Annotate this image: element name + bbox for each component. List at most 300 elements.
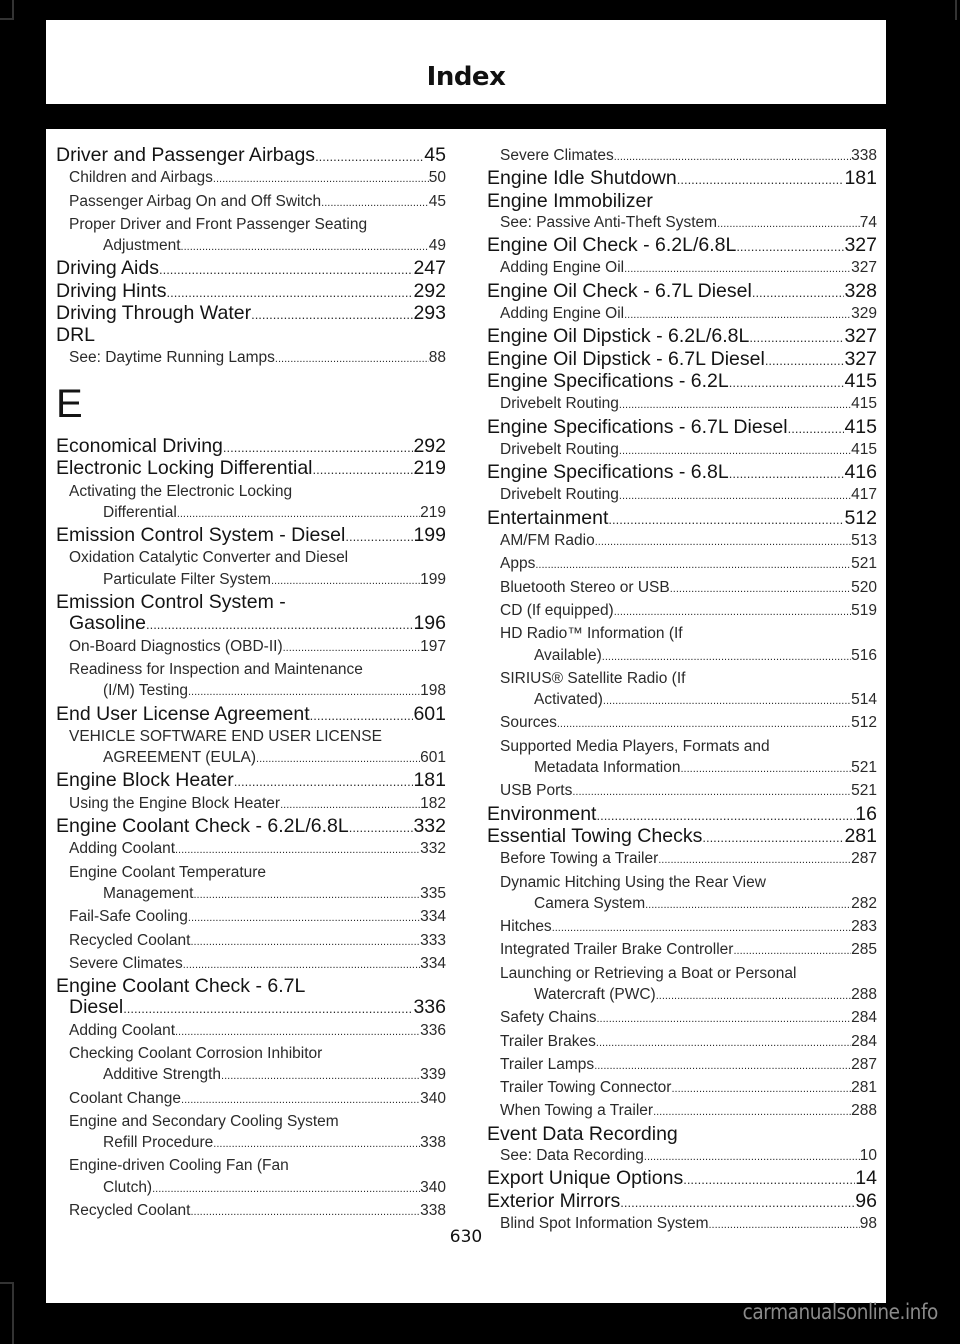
entry-title: Engine Specifications - 6.7L Diesel — [487, 415, 788, 438]
dot-leader — [736, 236, 844, 257]
entry-title: Adding Engine Oil — [500, 305, 625, 323]
page-reference[interactable]: 340 — [420, 1089, 446, 1107]
page-reference[interactable]: 285 — [851, 941, 877, 959]
entry-title: Drivebelt Routing — [500, 395, 619, 413]
page-reference[interactable]: 521 — [851, 555, 877, 573]
page-reference[interactable]: 98 — [859, 1214, 877, 1232]
index-entry[interactable] — [487, 1168, 877, 1190]
index-subentry[interactable] — [56, 347, 446, 370]
entry-title: Adding Coolant — [69, 1021, 175, 1039]
index-subentry[interactable] — [56, 191, 446, 214]
page-reference[interactable]: 339 — [420, 1066, 446, 1084]
index-subentry[interactable] — [56, 659, 446, 704]
page-reference[interactable]: 328 — [844, 279, 877, 302]
index-subentry[interactable] — [487, 257, 877, 280]
index-subentry[interactable] — [56, 862, 446, 907]
dot-leader — [624, 305, 851, 326]
entry-title: SIRIUS® Satellite Radio (If — [500, 669, 686, 687]
page-reference[interactable]: 516 — [851, 646, 877, 664]
page-reference[interactable]: 284 — [851, 1009, 877, 1027]
index-subentry[interactable] — [56, 930, 446, 953]
page-reference[interactable]: 288 — [851, 1102, 877, 1120]
index-entry[interactable] — [487, 349, 877, 371]
entry-title: Engine Block Heater — [56, 769, 234, 792]
index-subentry[interactable] — [56, 953, 446, 976]
entry-title: Severe Climates — [500, 147, 614, 164]
entry-title: DRL — [56, 324, 96, 347]
index-subentry[interactable] — [56, 1043, 446, 1088]
dot-leader — [345, 526, 413, 547]
page-reference[interactable]: 282 — [851, 894, 877, 912]
page-reference[interactable]: 334 — [420, 908, 446, 926]
page-reference[interactable]: 513 — [851, 532, 877, 550]
dot-leader — [223, 437, 414, 458]
dot-leader — [658, 850, 851, 871]
entry-title: Available) — [534, 646, 602, 664]
dot-leader — [572, 782, 851, 803]
entry-title: Severe Climates — [69, 954, 183, 972]
index-entry[interactable] — [487, 191, 877, 212]
page-reference[interactable]: 338 — [851, 147, 877, 164]
index-subentry[interactable] — [487, 553, 877, 576]
page-reference[interactable]: 288 — [851, 985, 877, 1003]
entry-title: Adding Engine Oil — [500, 259, 625, 277]
page-reference[interactable]: 196 — [413, 612, 446, 635]
page-reference[interactable]: 287 — [851, 850, 877, 868]
page-reference[interactable]: 512 — [844, 506, 877, 529]
entry-title: Bluetooth Stereo or USB — [500, 578, 670, 596]
entry-title: Trailer Lamps — [500, 1055, 595, 1073]
entry-title: Oxidation Catalytic Converter and Diesel — [69, 549, 349, 567]
page-reference[interactable]: 181 — [413, 769, 446, 792]
index-entry[interactable] — [487, 804, 877, 826]
entry-title: Trailer Towing Connector — [500, 1079, 672, 1097]
page-reference[interactable]: 219 — [413, 457, 446, 480]
entry-title: Activated) — [534, 691, 603, 709]
entry-title: Emission Control System - — [56, 591, 286, 614]
page-header — [46, 20, 886, 104]
index-subentry[interactable] — [56, 481, 446, 526]
entry-title: (I/M) Testing — [103, 682, 188, 700]
index-subentry[interactable] — [487, 1031, 877, 1054]
page-reference[interactable]: 338 — [420, 1202, 446, 1220]
entry-title: AM/FM Radio — [500, 532, 595, 550]
dot-leader — [123, 998, 413, 1019]
page-reference[interactable]: 520 — [851, 578, 877, 596]
index-entry[interactable] — [487, 281, 877, 303]
dot-leader — [190, 932, 420, 953]
entry-title: Passenger Airbag On and Off Switch — [69, 192, 322, 210]
dot-leader — [670, 579, 851, 600]
index-subentry[interactable] — [56, 636, 446, 659]
page-reference[interactable]: 327 — [844, 234, 877, 257]
entry-title: Children and Airbags — [69, 169, 213, 187]
index-subentry[interactable] — [56, 1020, 446, 1043]
index-subentry[interactable] — [487, 1054, 877, 1077]
index-entry[interactable] — [487, 1191, 877, 1213]
dot-leader — [624, 259, 851, 280]
dot-leader — [193, 885, 420, 906]
page-reference[interactable]: 199 — [413, 524, 446, 547]
dot-leader — [614, 147, 851, 168]
dot-leader — [177, 504, 420, 525]
index-entry[interactable] — [487, 1124, 877, 1145]
index-subentry[interactable] — [487, 393, 877, 416]
entry-title: Readiness for Inspection and Maintenance — [69, 660, 363, 678]
dot-leader — [752, 282, 845, 303]
entry-title: Gasoline — [69, 612, 146, 635]
entry-title: Additive Strength — [103, 1066, 222, 1084]
entry-title: Engine Specifications - 6.2L — [487, 369, 729, 392]
dot-leader — [765, 350, 845, 371]
dot-leader — [275, 349, 429, 370]
index-subentry[interactable] — [487, 145, 877, 168]
page-reference[interactable]: 16 — [855, 802, 877, 825]
page-reference[interactable]: 332 — [420, 840, 446, 858]
entry-title: Activating the Electronic Locking — [69, 482, 293, 500]
entry-title: Engine Immobilizer — [487, 189, 653, 212]
index-subentry[interactable] — [487, 439, 877, 462]
entry-title: USB Ports — [500, 782, 573, 800]
index-subentry[interactable] — [487, 1077, 877, 1100]
page-reference[interactable]: 340 — [420, 1178, 446, 1196]
index-subentry[interactable] — [487, 1100, 877, 1123]
entry-title: Driving Through Water — [56, 302, 252, 325]
entry-title: Fail-Safe Cooling — [69, 908, 188, 926]
page-reference[interactable]: 284 — [851, 1032, 877, 1050]
page-reference[interactable]: 181 — [844, 167, 877, 190]
page-reference[interactable]: 287 — [851, 1055, 877, 1073]
dot-leader — [683, 1169, 855, 1190]
index-subentry[interactable] — [56, 547, 446, 592]
dot-leader — [717, 214, 860, 235]
dot-leader — [619, 486, 851, 507]
index-subentry[interactable] — [487, 303, 877, 326]
index-entry[interactable] — [487, 168, 877, 190]
dot-leader — [729, 372, 845, 393]
dot-leader — [181, 237, 429, 258]
page-reference[interactable]: 293 — [413, 302, 446, 325]
dot-leader — [183, 955, 420, 976]
page-reference[interactable]: 333 — [420, 931, 446, 949]
page-reference[interactable]: 198 — [420, 682, 446, 700]
dot-leader — [283, 638, 421, 659]
dot-leader — [602, 647, 851, 668]
entry-title: Sources — [500, 714, 557, 732]
entry-title: Engine Specifications - 6.8L — [487, 461, 729, 484]
index-subentry[interactable] — [56, 838, 446, 861]
dot-leader — [213, 1134, 420, 1155]
index-entry[interactable] — [56, 145, 446, 167]
entry-title: Engine Coolant Temperature — [69, 863, 267, 881]
index-column-right — [487, 145, 877, 1236]
index-subentry[interactable] — [487, 668, 877, 713]
index-subentry[interactable] — [487, 1007, 877, 1030]
index-entry[interactable] — [487, 326, 877, 348]
entry-title: Watercraft (PWC) — [534, 985, 656, 1003]
index-subentry[interactable] — [487, 736, 877, 781]
entry-title: Engine Coolant Check - 6.7L — [56, 975, 306, 998]
dot-leader — [188, 682, 420, 703]
index-entry[interactable] — [56, 325, 446, 346]
dot-leader — [614, 602, 851, 623]
page-reference[interactable]: 514 — [851, 691, 877, 709]
crop-mark — [955, 0, 960, 20]
dot-leader — [645, 895, 851, 916]
index-subentry[interactable] — [487, 963, 877, 1008]
dot-leader — [788, 418, 845, 439]
dot-leader — [597, 1009, 852, 1030]
dot-leader — [619, 395, 851, 416]
index-subentry[interactable] — [56, 1088, 446, 1111]
section-letter: E — [56, 381, 83, 426]
page-reference[interactable]: 50 — [428, 169, 446, 187]
dot-leader — [234, 771, 414, 792]
entry-title: VEHICLE SOFTWARE END USER LICENSE — [69, 727, 382, 745]
entry-title: AGREEMENT (EULA) — [103, 749, 257, 767]
page-reference[interactable]: 415 — [844, 369, 877, 392]
page-reference[interactable]: 182 — [420, 794, 446, 812]
page-reference[interactable]: 281 — [851, 1079, 877, 1097]
page-reference[interactable]: 88 — [428, 348, 446, 366]
entry-title: Drivebelt Routing — [500, 440, 619, 458]
index-subentry[interactable] — [56, 167, 446, 190]
index-subentry[interactable] — [487, 1145, 877, 1168]
page-reference[interactable]: 327 — [851, 259, 877, 277]
dot-leader — [315, 146, 424, 167]
index-entry[interactable] — [487, 826, 877, 848]
index-subentry[interactable] — [56, 793, 446, 816]
entry-title: Clutch) — [103, 1178, 153, 1196]
dot-leader — [321, 193, 429, 214]
entry-title: Integrated Trailer Brake Controller — [500, 941, 734, 959]
dot-leader — [619, 441, 851, 462]
dot-leader — [159, 259, 413, 280]
dot-leader — [152, 1179, 420, 1200]
entry-title: Engine-driven Cooling Fan (Fan — [69, 1157, 289, 1175]
page-reference[interactable]: 247 — [413, 257, 446, 280]
entry-title: Diesel — [69, 996, 124, 1019]
index-subentry[interactable] — [56, 1200, 446, 1223]
page-reference[interactable]: 327 — [844, 347, 877, 370]
dot-leader — [251, 304, 413, 325]
page-reference[interactable]: 417 — [851, 486, 877, 504]
entry-title: Driver and Passenger Airbags — [56, 144, 316, 166]
page-reference[interactable]: 219 — [420, 503, 446, 521]
dot-leader — [213, 169, 429, 190]
page-reference[interactable]: 519 — [851, 601, 877, 619]
index-entry[interactable] — [487, 371, 877, 393]
page-title: Index — [426, 62, 506, 92]
entry-title: Checking Coolant Corrosion Inhibitor — [69, 1044, 323, 1062]
entry-title: Environment — [487, 802, 597, 825]
index-subentry[interactable] — [487, 780, 877, 803]
entry-title: Safety Chains — [500, 1009, 597, 1027]
dot-leader — [175, 840, 420, 861]
index-entry[interactable] — [56, 303, 446, 325]
dot-leader — [596, 805, 855, 826]
dot-leader — [280, 795, 420, 816]
dot-leader — [175, 1022, 420, 1043]
page-reference[interactable]: 338 — [420, 1134, 446, 1152]
dot-leader — [653, 1102, 851, 1123]
page-reference[interactable]: 292 — [413, 279, 446, 302]
entry-title: Dynamic Hitching Using the Rear View — [500, 873, 766, 891]
index-entry[interactable] — [56, 704, 446, 726]
page-reference[interactable]: 416 — [844, 461, 877, 484]
index-subentry[interactable] — [487, 530, 877, 553]
index-subentry[interactable] — [487, 848, 877, 871]
page-reference[interactable]: 415 — [851, 395, 877, 413]
page-reference[interactable]: 601 — [413, 702, 446, 725]
dot-leader — [596, 1033, 851, 1054]
entry-title: End User License Agreement — [56, 702, 310, 725]
index-entry[interactable] — [56, 770, 446, 792]
dot-leader — [594, 1056, 851, 1077]
index-subentry[interactable] — [487, 872, 877, 917]
entry-title: Apps — [500, 555, 536, 573]
index-subentry[interactable] — [487, 939, 877, 962]
index-subentry[interactable] — [487, 712, 877, 735]
entry-title: Economical Driving — [56, 434, 223, 457]
dot-leader — [146, 614, 413, 635]
dot-leader — [680, 759, 851, 780]
page-reference[interactable]: 334 — [420, 954, 446, 972]
entry-title: Blind Spot Information System — [500, 1214, 709, 1232]
entry-title: Hitches — [500, 918, 552, 936]
watermark: carmanualsonline.info — [742, 1300, 938, 1324]
page-reference[interactable]: 335 — [420, 884, 446, 902]
page-reference[interactable]: 336 — [413, 996, 446, 1019]
entry-title: Adding Coolant — [69, 840, 175, 858]
dot-leader — [749, 327, 844, 348]
entry-title: Drivebelt Routing — [500, 486, 619, 504]
entry-title: Engine Oil Check - 6.7L Diesel — [487, 279, 752, 302]
index-entry[interactable] — [56, 816, 446, 838]
entry-title: Engine and Secondary Cooling System — [69, 1112, 339, 1130]
page-reference[interactable]: 332 — [413, 815, 446, 838]
entry-title: Essential Towing Checks — [487, 824, 703, 847]
index-subentry[interactable] — [56, 726, 446, 771]
entry-title: Trailer Brakes — [500, 1032, 596, 1050]
index-entry[interactable] — [487, 235, 877, 257]
dot-leader — [313, 459, 414, 480]
entry-title: Engine Idle Shutdown — [487, 167, 677, 190]
index-entry[interactable] — [487, 417, 877, 439]
dot-leader — [644, 1147, 860, 1168]
index-subentry[interactable] — [56, 1155, 446, 1200]
entry-title: On-Board Diagnostics (OBD-II) — [69, 637, 283, 655]
index-subentry[interactable] — [56, 906, 446, 929]
dot-leader — [733, 941, 851, 962]
index-entry[interactable] — [56, 436, 446, 458]
page-reference[interactable]: 521 — [851, 759, 877, 777]
dot-leader — [188, 908, 420, 929]
entry-title: Emission Control System - Diesel — [56, 524, 346, 547]
index-subentry[interactable] — [487, 623, 877, 668]
entry-title: Recycled Coolant — [69, 1202, 191, 1220]
page-reference[interactable]: 283 — [851, 918, 877, 936]
entry-title: Engine Oil Dipstick - 6.2L/6.8L — [487, 325, 750, 348]
page-reference[interactable]: 74 — [859, 213, 877, 231]
index-entry[interactable] — [56, 525, 446, 547]
index-entry[interactable] — [56, 258, 446, 280]
dot-leader — [271, 571, 420, 592]
dot-leader — [671, 1079, 851, 1100]
index-subentry[interactable] — [56, 214, 446, 259]
page-reference[interactable]: 292 — [413, 434, 446, 457]
page-reference[interactable]: 10 — [859, 1147, 877, 1165]
entry-title: Engine Oil Check - 6.2L/6.8L — [487, 234, 737, 257]
page-reference[interactable]: 512 — [851, 714, 877, 732]
page-reference[interactable]: 415 — [844, 415, 877, 438]
index-subentry[interactable] — [56, 1111, 446, 1156]
dot-leader — [729, 463, 845, 484]
entry-title: Driving Hints — [56, 279, 167, 302]
page-reference[interactable]: 96 — [855, 1189, 877, 1212]
dot-leader — [603, 691, 851, 712]
dot-leader — [557, 714, 851, 735]
page-reference[interactable]: 336 — [420, 1021, 446, 1039]
page-reference[interactable]: 521 — [851, 782, 877, 800]
dot-leader — [221, 1066, 420, 1087]
index-subentry[interactable] — [487, 600, 877, 623]
page-reference[interactable]: 197 — [420, 637, 446, 655]
page-reference[interactable]: 199 — [420, 570, 446, 588]
entry-title: CD (If equipped) — [500, 601, 614, 619]
page-reference[interactable]: 329 — [851, 305, 877, 323]
page-reference[interactable]: 14 — [855, 1167, 877, 1190]
page-reference[interactable]: 49 — [428, 237, 446, 255]
index-subentry[interactable] — [487, 484, 877, 507]
entry-title: Supported Media Players, Formats and — [500, 737, 770, 755]
page-reference[interactable]: 415 — [851, 440, 877, 458]
page-reference[interactable]: 281 — [844, 824, 877, 847]
index-entry[interactable] — [487, 462, 877, 484]
dot-leader — [310, 705, 414, 726]
dot-leader — [656, 986, 851, 1007]
index-subentry[interactable] — [487, 916, 877, 939]
dot-leader — [552, 918, 851, 939]
page-reference[interactable]: 327 — [844, 325, 877, 348]
index-entry[interactable] — [56, 976, 446, 1020]
dot-leader — [535, 555, 851, 576]
index-page — [46, 129, 886, 1303]
crop-mark — [0, 1282, 14, 1344]
entry-title: Particulate Filter System — [103, 570, 271, 588]
dot-leader — [190, 1202, 420, 1223]
index-entry[interactable] — [56, 458, 446, 480]
index-entry[interactable] — [487, 508, 877, 530]
entry-title: Adjustment — [103, 237, 181, 255]
index-entry[interactable] — [56, 281, 446, 303]
index-subentry[interactable] — [487, 577, 877, 600]
page-reference[interactable]: 45 — [428, 192, 446, 210]
entry-title: See: Data Recording — [500, 1147, 644, 1165]
entry-title: Entertainment — [487, 506, 609, 529]
page-reference[interactable]: 45 — [424, 144, 446, 166]
index-subentry[interactable] — [487, 212, 877, 235]
entry-title: Engine Oil Dipstick - 6.7L Diesel — [487, 347, 765, 370]
dot-leader — [702, 827, 844, 848]
dot-leader — [349, 817, 414, 838]
entry-title: Refill Procedure — [103, 1134, 214, 1152]
page-reference[interactable]: 601 — [420, 749, 446, 767]
dot-leader — [677, 169, 845, 190]
crop-mark — [0, 0, 14, 20]
entry-title: Export Unique Options — [487, 1167, 684, 1190]
index-entry[interactable] — [56, 592, 446, 636]
